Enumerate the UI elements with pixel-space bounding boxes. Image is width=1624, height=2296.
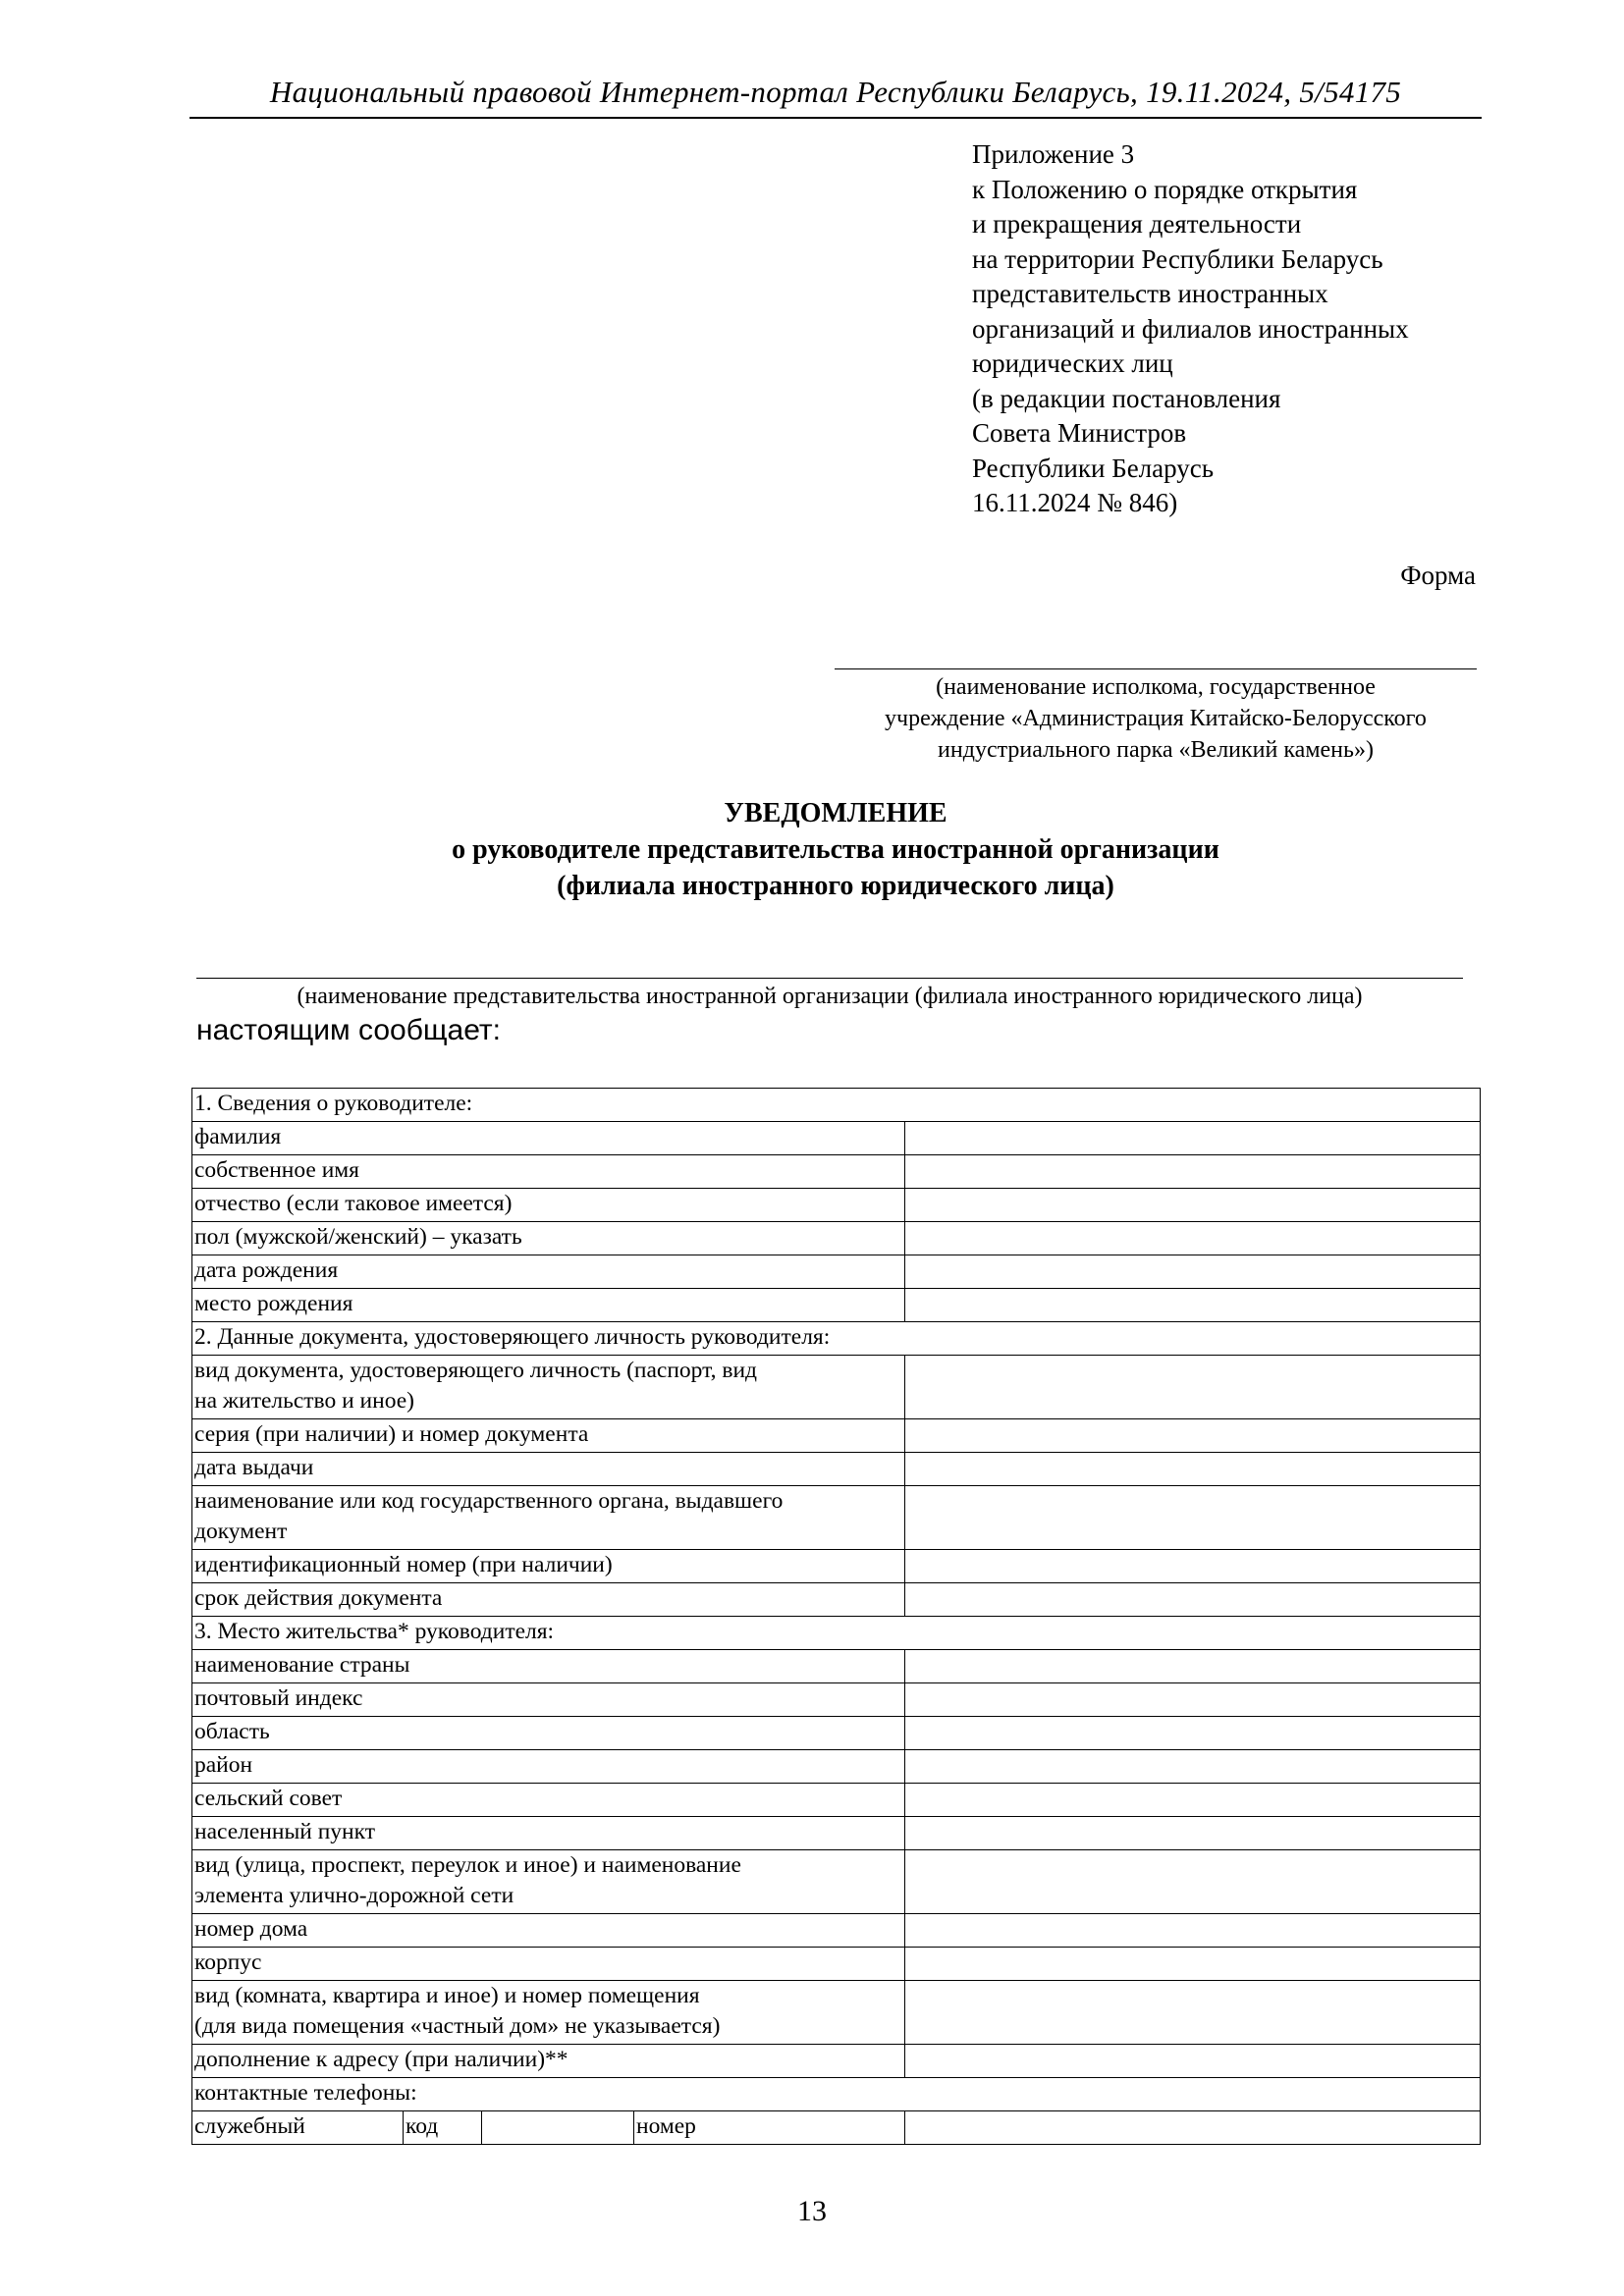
phone-number-label: номер bbox=[634, 2111, 905, 2145]
field-input-cell[interactable] bbox=[905, 1289, 1481, 1322]
notification-form-table bbox=[191, 1088, 1481, 2145]
field-input-cell[interactable] bbox=[905, 1750, 1481, 1784]
form-label: Форма bbox=[1400, 561, 1476, 590]
form-row bbox=[192, 1550, 1481, 1583]
form-row bbox=[192, 1650, 1481, 1683]
form-row bbox=[192, 1948, 1481, 1981]
field-input-cell[interactable] bbox=[905, 1717, 1481, 1750]
title-line: УВЕДОМЛЕНИЕ bbox=[724, 798, 947, 828]
field-input-cell[interactable] bbox=[905, 1784, 1481, 1817]
form-row bbox=[192, 1155, 1481, 1189]
appendix-line: к Положению о порядке открытия bbox=[972, 174, 1358, 204]
addressee-caption bbox=[835, 671, 1477, 766]
field-label-line: вид (комната, квартира и иное) и номер помещения bbox=[194, 1983, 700, 2008]
field-label: корпус bbox=[192, 1948, 905, 1981]
portal-header: Национальный правовой Интернет-портал Республики Беларусь, 19.11.2024, 5/54175 bbox=[269, 75, 1402, 109]
field-label bbox=[192, 1356, 905, 1419]
form-row bbox=[192, 1486, 1481, 1550]
field-label: серия (при наличии) и номер документа bbox=[192, 1419, 905, 1453]
section-row bbox=[192, 1617, 1481, 1650]
form-row bbox=[192, 1222, 1481, 1255]
appendix-line: Приложение 3 bbox=[972, 139, 1135, 169]
form-row bbox=[192, 1717, 1481, 1750]
section-row bbox=[192, 1089, 1481, 1122]
title-line: (филиала иностранного юридического лица) bbox=[557, 871, 1114, 901]
form-row bbox=[192, 1255, 1481, 1289]
form-row bbox=[192, 1850, 1481, 1914]
form-row bbox=[192, 1419, 1481, 1453]
field-label-line: на жительство и иное) bbox=[194, 1388, 414, 1414]
field-label: дополнение к адресу (при наличии)** bbox=[192, 2045, 905, 2078]
field-label: отчество (если таковое имеется) bbox=[192, 1189, 905, 1222]
field-label: место рождения bbox=[192, 1289, 905, 1322]
form-row bbox=[192, 1750, 1481, 1784]
appendix-line: организаций и филиалов иностранных bbox=[972, 313, 1409, 344]
field-input-cell[interactable] bbox=[905, 1550, 1481, 1583]
section-row bbox=[192, 2078, 1481, 2111]
field-label bbox=[192, 1486, 905, 1550]
field-label-line: наименование или код государственного органа, выдавшего bbox=[194, 1488, 784, 1514]
field-input-cell[interactable] bbox=[905, 1583, 1481, 1617]
appendix-line: на территории Республики Беларусь bbox=[972, 243, 1383, 274]
field-input-cell[interactable] bbox=[905, 1914, 1481, 1948]
appendix-line: юридических лиц bbox=[972, 348, 1173, 378]
field-label: населенный пункт bbox=[192, 1817, 905, 1850]
field-label: дата выдачи bbox=[192, 1453, 905, 1486]
form-row bbox=[192, 1981, 1481, 2045]
field-input-cell[interactable] bbox=[905, 1222, 1481, 1255]
section-heading: 3. Место жительства* руководителя: bbox=[192, 1617, 1481, 1650]
form-row bbox=[192, 2045, 1481, 2078]
field-label: область bbox=[192, 1717, 905, 1750]
field-input-cell[interactable] bbox=[905, 1817, 1481, 1850]
addressee-fill-line[interactable] bbox=[835, 668, 1477, 669]
field-label-line: вид (улица, проспект, переулок и иное) и наименование bbox=[194, 1852, 741, 1878]
addressee-caption-line: (наименование исполкома, государственное bbox=[936, 674, 1376, 700]
field-input-cell[interactable] bbox=[905, 1189, 1481, 1222]
appendix-line: и прекращения деятельности bbox=[972, 209, 1302, 239]
field-label: идентификационный номер (при наличии) bbox=[192, 1550, 905, 1583]
phone-code-input-cell[interactable] bbox=[482, 2111, 634, 2145]
field-label: район bbox=[192, 1750, 905, 1784]
intro-text: настоящим сообщает: bbox=[196, 1014, 502, 1046]
organization-fill-line[interactable] bbox=[196, 978, 1463, 979]
addressee-caption-line: учреждение «Администрация Китайско-Белорусского bbox=[885, 706, 1427, 731]
phone-number-input-cell[interactable] bbox=[905, 2111, 1481, 2145]
form-row bbox=[192, 1784, 1481, 1817]
field-label: почтовый индекс bbox=[192, 1683, 905, 1717]
contacts-heading: контактные телефоны: bbox=[192, 2078, 1481, 2111]
organization-caption: (наименование представительства иностранной организации (филиала иностранного юридического лица) bbox=[297, 984, 1363, 1009]
section-heading: 2. Данные документа, удостоверяющего личность руководителя: bbox=[192, 1322, 1481, 1356]
field-label: фамилия bbox=[192, 1122, 905, 1155]
form-row bbox=[192, 1356, 1481, 1419]
header-rule bbox=[189, 117, 1482, 119]
title-line: о руководителе представительства иностранной организации bbox=[452, 834, 1219, 865]
field-label: срок действия документа bbox=[192, 1583, 905, 1617]
field-input-cell[interactable] bbox=[905, 1122, 1481, 1155]
appendix-line: Республики Беларусь bbox=[972, 453, 1215, 483]
field-label-line: вид документа, удостоверяющего личность (паспорт, вид bbox=[194, 1358, 757, 1383]
field-input-cell[interactable] bbox=[905, 1486, 1481, 1550]
appendix-line: представительств иностранных bbox=[972, 279, 1328, 308]
appendix-line: Совета Министров bbox=[972, 418, 1187, 448]
form-row bbox=[192, 1289, 1481, 1322]
appendix-line: 16.11.2024 № 846) bbox=[972, 488, 1178, 517]
section-row bbox=[192, 1322, 1481, 1356]
field-label: дата рождения bbox=[192, 1255, 905, 1289]
field-input-cell[interactable] bbox=[905, 1850, 1481, 1914]
field-input-cell[interactable] bbox=[905, 1650, 1481, 1683]
field-label: пол (мужской/женский) – указать bbox=[192, 1222, 905, 1255]
field-label: сельский совет bbox=[192, 1784, 905, 1817]
field-label-line: элемента улично-дорожной сети bbox=[194, 1883, 514, 1908]
field-input-cell[interactable] bbox=[905, 1948, 1481, 1981]
form-row bbox=[192, 1683, 1481, 1717]
form-row bbox=[192, 1817, 1481, 1850]
field-label: наименование страны bbox=[192, 1650, 905, 1683]
field-label: собственное имя bbox=[192, 1155, 905, 1189]
document-title bbox=[191, 795, 1480, 904]
form-row bbox=[192, 1583, 1481, 1617]
form-row bbox=[192, 1453, 1481, 1486]
appendix-block bbox=[972, 137, 1522, 521]
field-input-cell[interactable] bbox=[905, 1453, 1481, 1486]
section-heading: 1. Сведения о руководителе: bbox=[192, 1089, 1481, 1122]
form-row bbox=[192, 1122, 1481, 1155]
field-label bbox=[192, 1850, 905, 1914]
page-number: 13 bbox=[797, 2195, 827, 2227]
form-row bbox=[192, 1914, 1481, 1948]
addressee-caption-line: индустриального парка «Великий камень») bbox=[938, 737, 1374, 763]
field-input-cell[interactable] bbox=[905, 1981, 1481, 2045]
field-input-cell[interactable] bbox=[905, 1419, 1481, 1453]
field-label-line: документ bbox=[194, 1519, 288, 1544]
field-label-line: (для вида помещения «частный дом» не указывается) bbox=[194, 2013, 721, 2039]
phone-code-label: код bbox=[404, 2111, 482, 2145]
form-row bbox=[192, 1189, 1481, 1222]
field-input-cell[interactable] bbox=[905, 1155, 1481, 1189]
phone-row bbox=[192, 2111, 1481, 2145]
appendix-line: (в редакции постановления bbox=[972, 383, 1281, 413]
field-label bbox=[192, 1981, 905, 2045]
field-label: номер дома bbox=[192, 1914, 905, 1948]
phone-type-label: служебный bbox=[192, 2111, 404, 2145]
field-input-cell[interactable] bbox=[905, 1356, 1481, 1419]
field-input-cell[interactable] bbox=[905, 2045, 1481, 2078]
field-input-cell[interactable] bbox=[905, 1683, 1481, 1717]
field-input-cell[interactable] bbox=[905, 1255, 1481, 1289]
